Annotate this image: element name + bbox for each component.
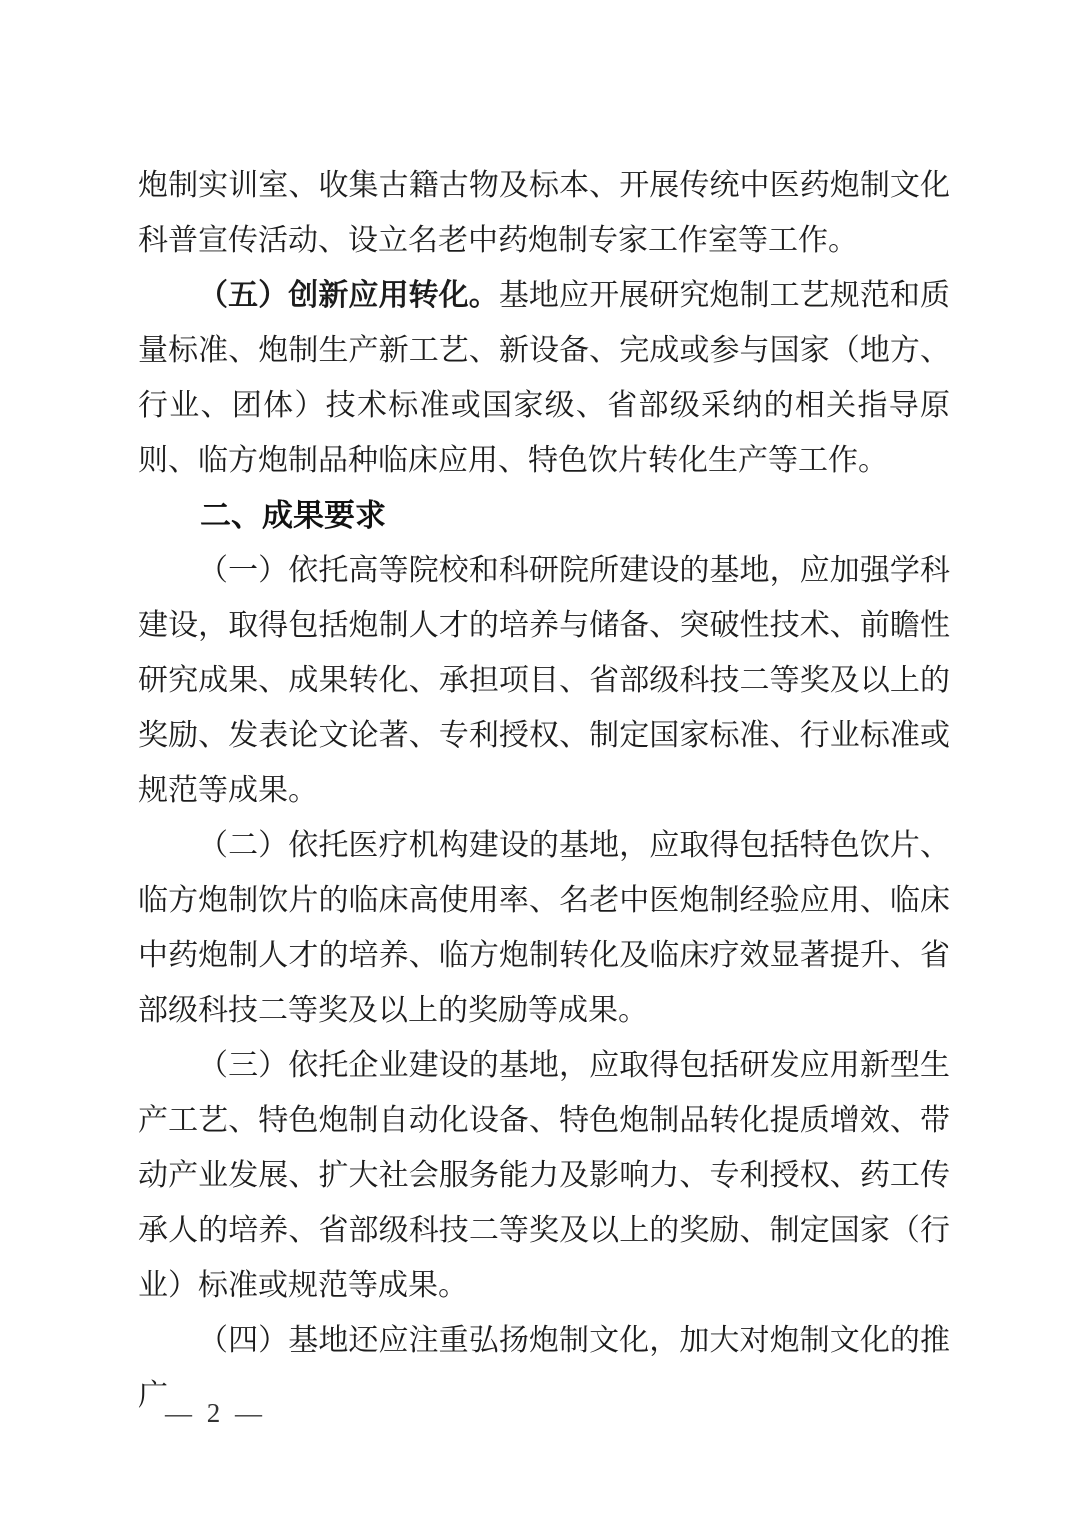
paragraph-item-5	[138, 268, 950, 488]
document-body	[138, 158, 950, 1423]
page-number: — 2 —	[165, 1398, 266, 1428]
paragraph-result-3: （三）依托企业建设的基地，应取得包括研发应用新型生产工艺、特色炮制自动化设备、特色炮制品转化提质增效、带动产业发展、扩大社会服务能力及影响力、专利授权、药工传承人的培养、省部级科技二等奖及以上的奖励、制定国家（行业）标准或规范等成果。	[138, 1049, 950, 1302]
paragraph-result-1: （一）依托高等院校和科研院所建设的基地，应加强学科建设，取得包括炮制人才的培养与储备、突破性技术、前瞻性研究成果、成果转化、承担项目、省部级科技二等奖及以上的奖励、发表论文论著、专利授权、制定国家标准、行业标准或规范等成果。	[138, 554, 950, 807]
paragraph-item-5-lead: （五）创新应用转化。	[198, 279, 499, 312]
paragraph-item-5-body: 基地应开展研究炮制工艺规范和质量标准、炮制生产新工艺、新设备、完成或参与国家（地方、行业、团体）技术标准或国家级、省部级采纳的相关指导原则、临方炮制品种临床应用、特色饮片转化生产等工作。	[138, 279, 951, 477]
section-heading-results: 二、成果要求	[200, 498, 386, 533]
paragraph-result-4: （四）基地还应注重弘扬炮制文化，加大对炮制文化的推广	[138, 1324, 950, 1412]
paragraph-result-2: （二）依托医疗机构建设的基地，应取得包括特色饮片、临方炮制饮片的临床高使用率、名老中医炮制经验应用、临床中药炮制人才的培养、临方炮制转化及临床疗效显著提升、省部级科技二等奖及以上的奖励等成果。	[138, 829, 950, 1027]
paragraph-continuation: 炮制实训室、收集古籍古物及标本、开展传统中医药炮制文化科普宣传活动、设立名老中药炮制专家工作室等工作。	[138, 169, 950, 257]
